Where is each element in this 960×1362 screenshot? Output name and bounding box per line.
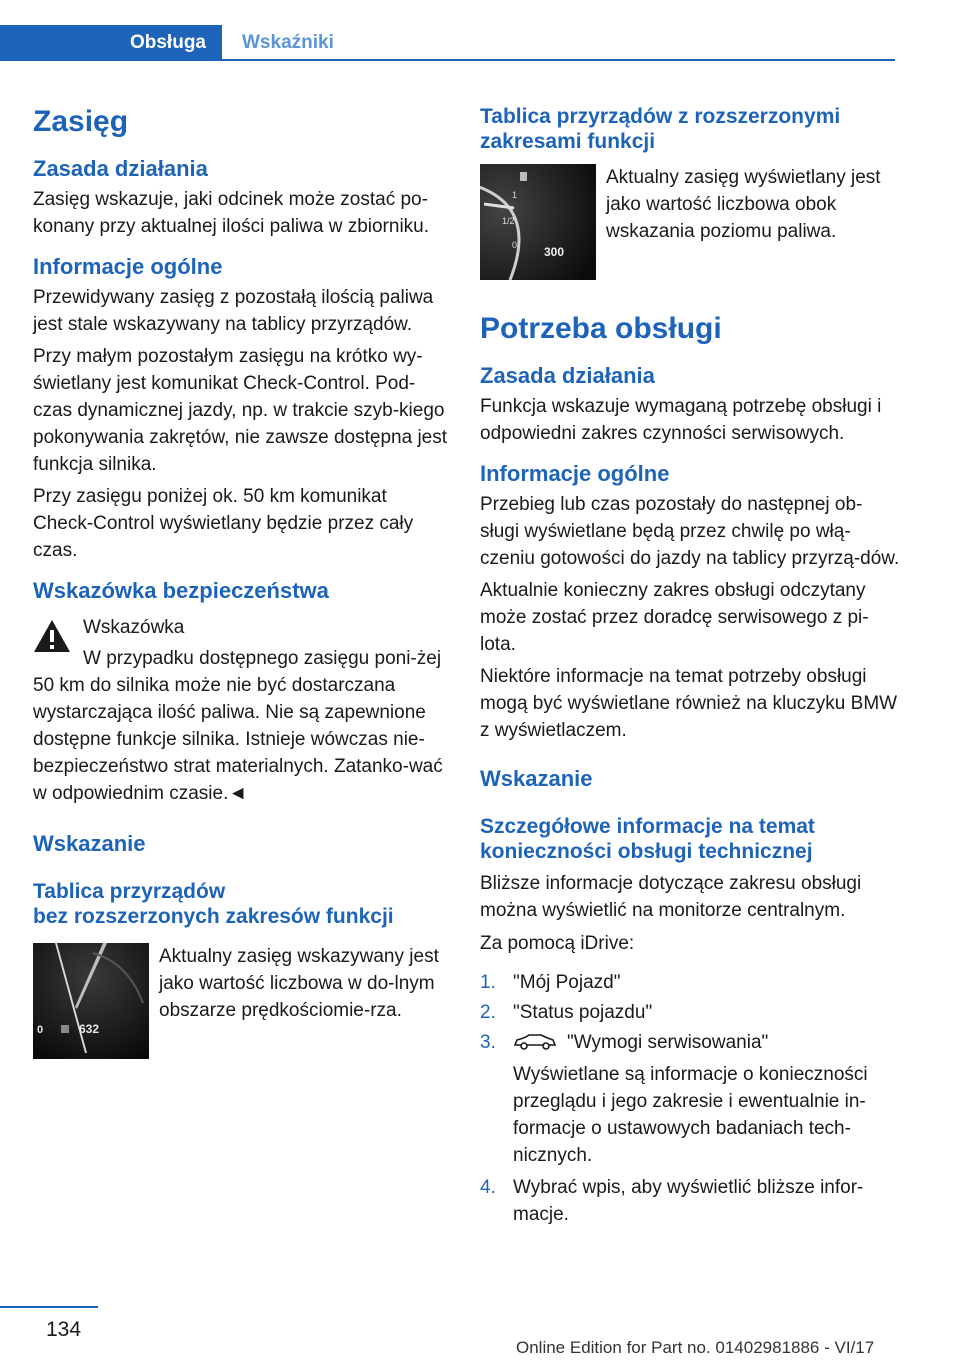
step-text: "Status pojazdu" xyxy=(513,1002,653,1023)
fuel-gauge-description: Aktualny zasięg wyświetlany jest jako wartość liczbowa obok wskazania poziomu paliwa. xyxy=(606,167,881,242)
fuel-gauge-image xyxy=(480,164,596,280)
heading-zasada-dzialania: Zasada działania xyxy=(33,156,208,181)
paragraph: Przewidywany zasięg z pozostałą ilością paliwa jest stale wskazywany na tablicy przyrządów. xyxy=(33,287,434,335)
heading-szczegolowe-informacje: Szczegółowe informacje na temat konieczności obsługi technicznej xyxy=(480,815,815,863)
safety-notice xyxy=(33,614,451,641)
warning-label: Wskazówka xyxy=(83,617,185,638)
header-tabbar xyxy=(0,25,895,61)
fuel-gauge-row xyxy=(480,164,900,259)
warning-triangle-icon xyxy=(33,619,71,653)
heading-line-1: Tablica przyrządów xyxy=(33,880,226,903)
heading-zasada-dzialania: Zasada działania xyxy=(480,363,655,388)
fuel-full-label: 1 xyxy=(512,190,518,200)
paragraph: Zasięg wskazuje, jaki odcinek może zostać po-konany przy aktualnej ilości paliwa w zbiorniku. xyxy=(33,189,430,237)
left-column xyxy=(33,100,451,1036)
heading-tablica-rozszerzona: Tablica przyrządów z rozszerzonymi zakresami funkcji xyxy=(480,105,841,153)
paragraph: Za pomocą iDrive: xyxy=(480,933,635,954)
list-item xyxy=(480,1029,900,1169)
step-number: 1. xyxy=(480,972,496,993)
paragraph: Niektóre informacje na temat potrzeby obsługi mogą być wyświetlane również na kluczyku BMW z wyświetlaczem. xyxy=(480,666,898,741)
tab-obsluga[interactable]: Obsługa xyxy=(0,25,222,61)
heading-tablica-przyrzadow xyxy=(33,879,451,929)
range-value-label: 300 xyxy=(544,245,565,259)
paragraph: Funkcja wskazuje wymaganą potrzebę obsługi i odpowiedni zakres czynności serwisowych. xyxy=(480,396,882,444)
fuel-half-label: 1/2 xyxy=(502,216,515,226)
paragraph: Przy zasięgu poniżej ok. 50 km komunikat Check-Control wyświetlany będzie przez cały czas. xyxy=(33,486,414,561)
car-icon xyxy=(513,1032,557,1050)
step-number: 3. xyxy=(480,1032,496,1053)
step-number: 2. xyxy=(480,1002,496,1023)
gauge-zero-label: 0 xyxy=(37,1024,44,1036)
heading-wskazanie: Wskazanie xyxy=(33,831,146,856)
range-value-label: 632 xyxy=(79,1022,100,1036)
heading-informacje-ogolne: Informacje ogólne xyxy=(33,254,223,279)
list-item xyxy=(480,969,900,996)
paragraph: Przy małym pozostałym zasięgu na krótko wy-świetlany jest komunikat Check-Control. Pod-czas dynamicznej jazdy, np. w trakcie szyb-kiego pokonywania zakrętów, nie zawsze dostępna jest funkcja silnika. xyxy=(33,346,448,475)
tab-wskazniki[interactable]: Wskaźniki xyxy=(242,32,334,53)
gauge-figure-row xyxy=(33,943,451,1036)
page-number-rule xyxy=(0,1306,98,1308)
step-text: "Mój Pojazd" xyxy=(513,972,621,993)
step-subtext: Wyświetlane są informacje o konieczności przeglądu i jego zakresie i ewentualnie in-formacje o ustawowych badaniach tech-nicznych. xyxy=(513,1064,868,1166)
heading-potrzeba-obslugi: Potrzeba obsługi xyxy=(480,312,722,345)
edition-footer: Online Edition for Part no. 01402981886 - VI/17 xyxy=(516,1338,875,1357)
paragraph: Przebieg lub czas pozostały do następnej ob-sługi wyświetlane będą przez chwilę po włą-czeniu gotowości do jazdy na tablicy przyrzą-dów. xyxy=(480,494,900,569)
speedometer-image xyxy=(33,943,149,1059)
step-text: "Wymogi serwisowania" xyxy=(567,1032,769,1053)
warning-text: W przypadku dostępnego zasięgu poni-żej 50 km do silnika może nie być dostarczana wystarczająca ilość paliwa. Nie są zapewnione dostępne funkcje silnika. Istnieje wówczas nie-bezpieczeństwo strat materialnych. Zatanko-wać w odpowiednim czasie.◄ xyxy=(33,648,443,804)
list-item xyxy=(480,1174,900,1228)
step-text: Wybrać wpis, aby wyświetlić bliższe infor-macje. xyxy=(513,1177,864,1225)
idrive-steps xyxy=(480,969,900,1228)
fuel-empty-label: 0 xyxy=(512,240,518,250)
paragraph: Bliższe informacje dotyczące zakresu obsługi można wyświetlić na monitorze centralnym. xyxy=(480,873,862,921)
speedometer-graphic xyxy=(33,943,149,1059)
heading-informacje-ogolne: Informacje ogólne xyxy=(480,461,670,486)
fuel-gauge-graphic xyxy=(480,164,596,280)
heading-zasieg: Zasięg xyxy=(33,105,129,138)
heading-line-2: bez rozszerzonych zakresów funkcji xyxy=(33,905,394,928)
heading-wskazanie: Wskazanie xyxy=(480,766,593,791)
heading-wskazowka-bezpieczenstwa: Wskazówka bezpieczeństwa xyxy=(33,578,329,603)
page-number: 134 xyxy=(46,1318,82,1341)
step-number: 4. xyxy=(480,1177,496,1198)
paragraph: Aktualnie konieczny zakres obsługi odczytany może zostać przez doradcę serwisowego z pi-lota. xyxy=(480,580,869,655)
gauge-description: Aktualny zasięg wskazywany jest jako wartość liczbowa w do-lnym obszarze prędkościomie-rza. xyxy=(159,946,439,1021)
right-column xyxy=(480,100,900,1228)
list-item xyxy=(480,999,900,1026)
